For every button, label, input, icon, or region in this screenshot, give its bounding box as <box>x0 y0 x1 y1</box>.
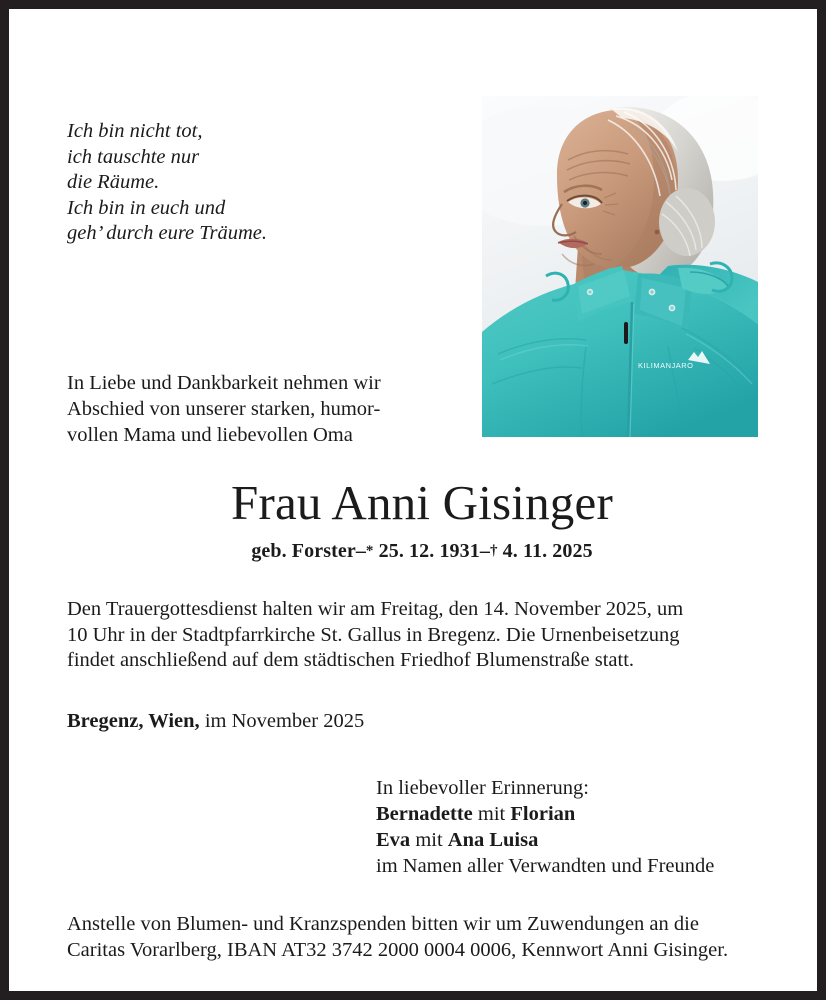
family-line <box>376 801 714 827</box>
svg-text:KILIMANJARO: KILIMANJARO <box>638 361 694 370</box>
poem-line: die Räume. <box>67 171 160 193</box>
family-member-name: Eva <box>376 829 411 851</box>
family-connector: mit <box>472 803 511 825</box>
deceased-dates <box>18 540 817 563</box>
family-line <box>376 827 714 853</box>
death-date: 4. 11. 2025 <box>502 540 593 562</box>
donation-line: Caritas Vorarlberg, IBAN AT32 3742 2000 0004 0006, Kennwort Anni Gisinger. <box>67 938 729 961</box>
intro-line: vollen Mama und liebevollen Oma <box>67 424 353 446</box>
family-member-name: Florian <box>510 803 576 825</box>
family-connector: mit <box>410 829 448 851</box>
dates-separator: – <box>479 540 490 562</box>
birth-symbol: * <box>365 543 374 559</box>
memorial-block <box>376 775 714 879</box>
service-line: 10 Uhr in der Stadtpfarrkirche St. Gallus in Bregenz. Die Urnenbeisetzung <box>67 623 680 646</box>
portrait-illustration <box>482 96 758 437</box>
service-details <box>67 597 779 674</box>
poem-line: ich tauschte nur <box>67 145 200 168</box>
poem-line: Ich bin in euch und <box>67 196 226 219</box>
donation-line: Anstelle von Blumen- und Kranzspenden bitten wir um Zuwendungen an die <box>67 913 699 935</box>
donation-request <box>67 912 779 963</box>
maiden-name: geb. Forster <box>251 540 356 562</box>
memorial-heading: In liebevoller Erinnerung: <box>376 777 589 799</box>
birth-date: 25. 12. 1931 <box>378 540 480 562</box>
place-and-date <box>67 708 364 734</box>
service-line: Den Trauergottesdienst halten wir am Freitag, den 14. November 2025, um <box>67 598 684 620</box>
dates-separator: – <box>355 540 366 562</box>
death-symbol: † <box>489 543 498 559</box>
memorial-poem <box>67 119 267 247</box>
family-member-name: Ana Luisa <box>447 829 539 851</box>
service-line: findet anschließend auf dem städtischen Friedhof Blumenstraße statt. <box>67 649 635 671</box>
intro-line: In Liebe und Dankbarkeit nehmen wir <box>67 372 381 394</box>
notice-content <box>9 9 817 991</box>
deceased-name: Frau Anni Gisinger <box>231 475 613 530</box>
poem-line: Ich bin nicht tot, <box>67 120 203 142</box>
place-cities: Bregenz, Wien, <box>67 710 200 732</box>
intro-text <box>67 370 467 448</box>
place-date: im November 2025 <box>199 710 365 732</box>
intro-line: Abschied von unserer starken, humor- <box>67 398 381 420</box>
family-member-name: Bernadette <box>376 803 473 825</box>
portrait-photo <box>482 96 758 437</box>
memorial-closing: im Namen aller Verwandten und Freunde <box>376 855 715 877</box>
poem-line: geh’ durch eure Träume. <box>67 222 268 244</box>
